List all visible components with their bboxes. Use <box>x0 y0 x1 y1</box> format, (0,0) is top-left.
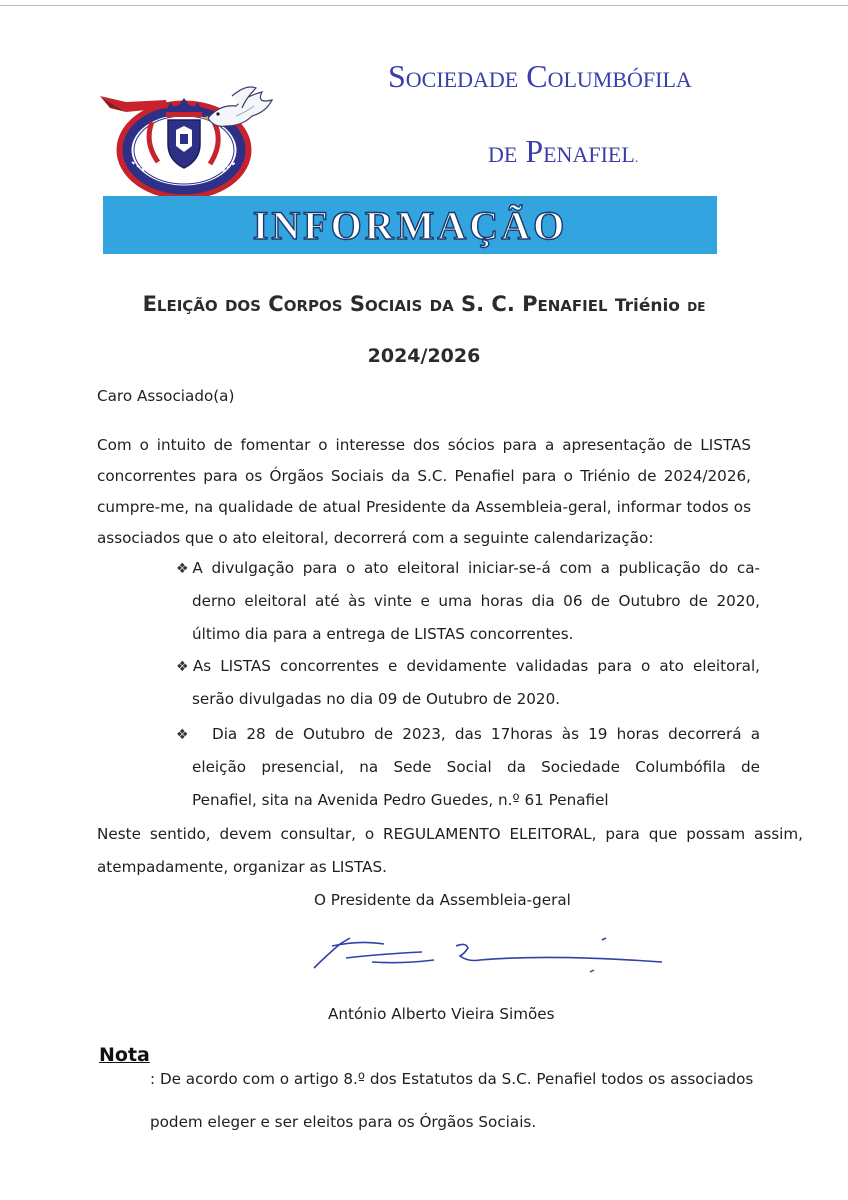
bullet-diamond-icon: ❖ <box>176 659 193 675</box>
title-trienio: Triénio <box>614 296 680 316</box>
note-line-2: podem eleger e ser eleitos para os Órgãos Sociais. <box>150 1113 537 1131</box>
title-de: de <box>687 296 706 316</box>
closing-line: Neste sentido, devem consultar, o REGULAMENTO ELEITORAL, para que possam assim, <box>97 825 803 843</box>
bullet-line: último dia para a entrega de LISTAS concorrentes. <box>192 625 574 643</box>
intro-line: associados que o ato eleitoral, decorrerá com a seguinte calendarização: <box>97 529 654 547</box>
note-heading: Nota <box>99 1044 150 1066</box>
bullet-line: derno eleitoral até às vinte e uma horas dia 06 de Outubro de 2020, <box>192 592 760 610</box>
bullet-line: A divulgação para o ato eleitoral iniciar-se-á com a publicação do ca- <box>192 559 760 577</box>
bullet-line: As LISTAS concorrentes e devidamente validadas para o ato eleitoral, <box>192 657 760 675</box>
information-banner <box>103 196 717 254</box>
org-name-line2-text: de Penafiel <box>488 133 635 169</box>
banner-text: INFORMAÇÃO <box>252 202 568 248</box>
bullet-item-1 <box>176 552 760 651</box>
intro-line: Com o intuito de fomentar o interesse dos sócios para a apresentação de LISTAS <box>97 436 751 454</box>
scan-top-rule <box>0 5 848 6</box>
handwritten-signature <box>310 930 670 980</box>
document-title <box>60 292 788 316</box>
bullet-line: eleição presencial, na Sede Social da Sociedade Columbófila de <box>192 758 760 776</box>
intro-line: concorrentes para os Órgãos Sociais da S.C. Penafiel para o Triénio de 2024/2026, <box>97 467 751 485</box>
org-name-line2 <box>488 133 638 170</box>
club-crest-logo <box>96 82 280 202</box>
signer-name: António Alberto Vieira Simões <box>328 1005 555 1023</box>
bullet-item-3 <box>176 718 760 817</box>
org-name-period: . <box>634 151 639 166</box>
closing-line: atempadamente, organizar as LISTAS. <box>97 858 388 876</box>
title-main: Eleição dos Corpos Sociais da S. C. Penafiel <box>142 292 608 316</box>
bullet-diamond-icon: ❖ <box>176 561 193 577</box>
bullet-line: Dia 28 de Outubro de 2023, das 17horas às 19 horas decorrerá a <box>212 725 760 743</box>
intro-paragraph <box>97 430 751 554</box>
note-line-1: : De acordo com o artigo 8.º dos Estatutos da S.C. Penafiel todos os associados <box>150 1070 754 1088</box>
bullet-line: Penafiel, sita na Avenida Pedro Guedes, n.º 61 Penafiel <box>192 791 609 809</box>
bullet-item-2 <box>176 650 760 716</box>
intro-line: cumpre-me, na qualidade de atual Presidente da Assembleia-geral, informar todos os <box>97 498 751 516</box>
org-name-line1: Sociedade Columbófila <box>388 58 692 94</box>
greeting: Caro Associado(a) <box>97 387 235 405</box>
title-years: 2024/2026 <box>367 345 481 367</box>
bullet-line: serão divulgadas no dia 09 de Outubro de 2020. <box>192 690 561 708</box>
closing-paragraph <box>97 818 803 884</box>
signer-role: O Presidente da Assembleia-geral <box>314 891 571 909</box>
bullet-diamond-icon: ❖ <box>176 727 189 743</box>
